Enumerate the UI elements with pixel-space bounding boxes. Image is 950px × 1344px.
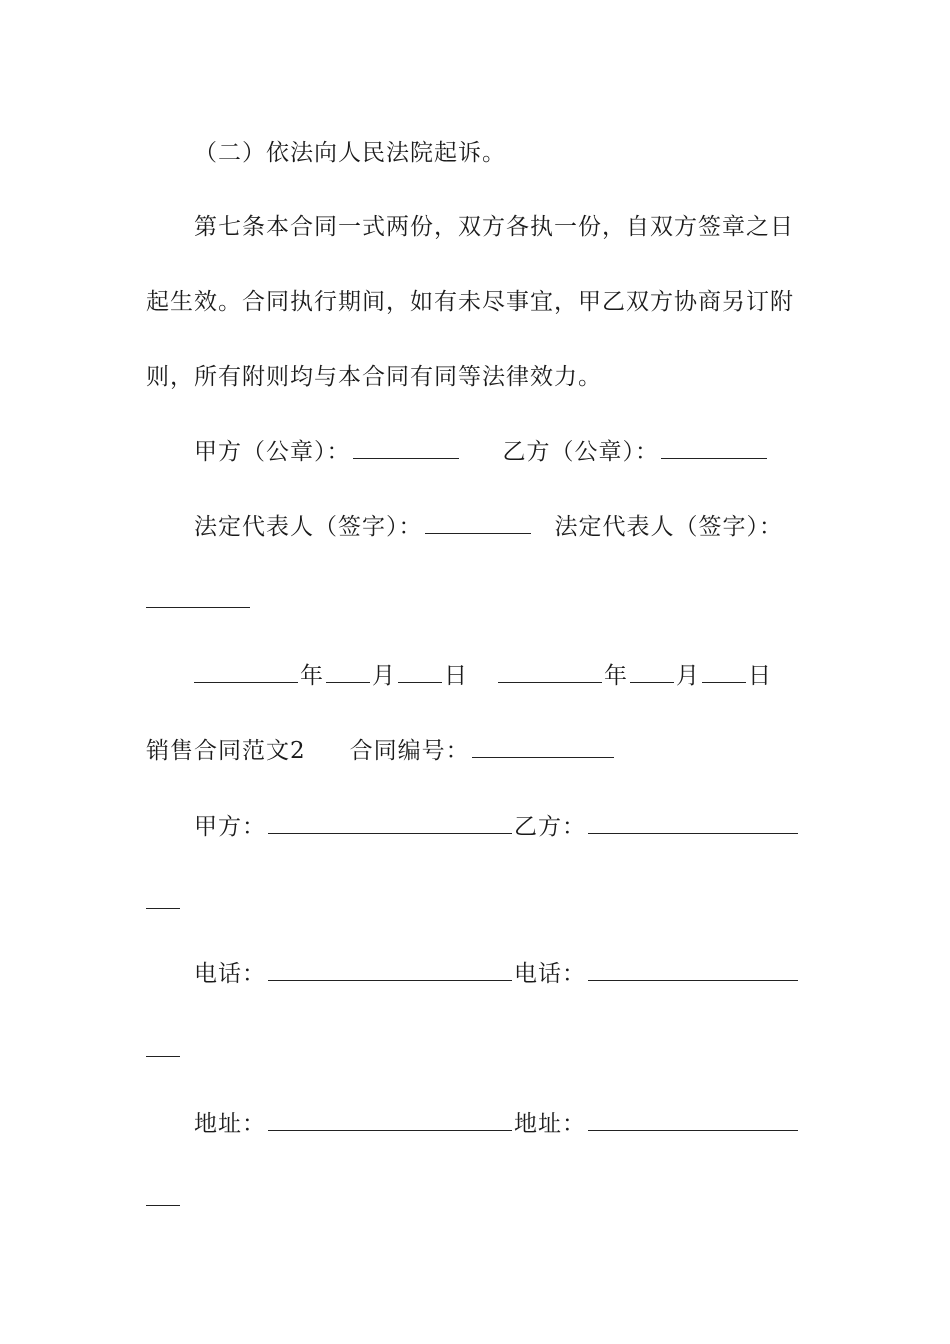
contract-title: 销售合同范文2 bbox=[146, 738, 306, 764]
rep-b-blank[interactable] bbox=[146, 585, 250, 608]
date-b-year-blank[interactable] bbox=[498, 660, 602, 683]
phone-b-blank-continued[interactable] bbox=[146, 1034, 180, 1057]
address-b-blank[interactable] bbox=[588, 1108, 798, 1131]
contract-no-label: 合同编号： bbox=[349, 738, 470, 764]
paragraph-article7-line2: 起生效。合同执行期间，如有未尽事宜，甲乙双方协商另订附 bbox=[146, 289, 794, 315]
paragraph-article7-line3: 则，所有附则均与本合同有同等法律效力。 bbox=[146, 364, 602, 390]
party-b-label: 乙方： bbox=[514, 814, 586, 840]
contract-no-blank[interactable] bbox=[472, 735, 614, 758]
address-a-blank[interactable] bbox=[268, 1108, 512, 1131]
date-b-year: 年 bbox=[604, 663, 628, 689]
phone-b-blank-cont bbox=[146, 1034, 816, 1065]
party-b-seal-blank[interactable] bbox=[661, 436, 767, 459]
phone-b-label: 电话： bbox=[514, 961, 586, 987]
date-a-year: 年 bbox=[300, 663, 324, 689]
address-b-label: 地址： bbox=[514, 1111, 586, 1137]
rep-a-blank[interactable] bbox=[425, 511, 531, 534]
date-a-day-blank[interactable] bbox=[398, 660, 442, 683]
date-b-month: 月 bbox=[676, 663, 700, 689]
rep-a-label: 法定代表人（签字）： bbox=[194, 514, 423, 540]
paragraph-lawsuit: （二）依法向人民法院起诉。 bbox=[194, 140, 506, 166]
rep-b-label: 法定代表人（签字）： bbox=[554, 514, 783, 540]
phone-a-blank[interactable] bbox=[268, 958, 512, 981]
contract-title-row bbox=[146, 735, 816, 766]
party-b-blank-continued[interactable] bbox=[146, 886, 180, 909]
date-row bbox=[146, 660, 864, 691]
date-b-day-blank[interactable] bbox=[702, 660, 746, 683]
party-b-seal-label: 乙方（公章）： bbox=[502, 439, 659, 465]
date-b-month-blank[interactable] bbox=[630, 660, 674, 683]
party-b-blank[interactable] bbox=[588, 811, 798, 834]
date-a-day: 日 bbox=[444, 663, 468, 689]
party-row bbox=[146, 811, 864, 842]
phone-row bbox=[146, 958, 864, 989]
address-b-blank-continued[interactable] bbox=[146, 1183, 180, 1206]
paragraph-article7-line1: 第七条本合同一式两份，双方各执一份，自双方签章之日 bbox=[194, 214, 794, 240]
date-a-month: 月 bbox=[372, 663, 396, 689]
address-b-blank-cont bbox=[146, 1183, 816, 1214]
party-a-blank[interactable] bbox=[268, 811, 512, 834]
party-a-seal-blank[interactable] bbox=[353, 436, 459, 459]
date-a-month-blank[interactable] bbox=[326, 660, 370, 683]
party-a-seal-label: 甲方（公章）： bbox=[194, 439, 351, 465]
rep-b-blank-row bbox=[146, 585, 816, 616]
phone-a-label: 电话： bbox=[194, 961, 266, 987]
party-a-label: 甲方： bbox=[194, 814, 266, 840]
date-a-year-blank[interactable] bbox=[194, 660, 298, 683]
date-b-day: 日 bbox=[748, 663, 772, 689]
representative-row bbox=[146, 511, 864, 542]
address-row bbox=[146, 1108, 864, 1139]
party-b-blank-cont bbox=[146, 886, 816, 917]
seal-row bbox=[146, 436, 864, 467]
phone-b-blank[interactable] bbox=[588, 958, 798, 981]
address-a-label: 地址： bbox=[194, 1111, 266, 1137]
